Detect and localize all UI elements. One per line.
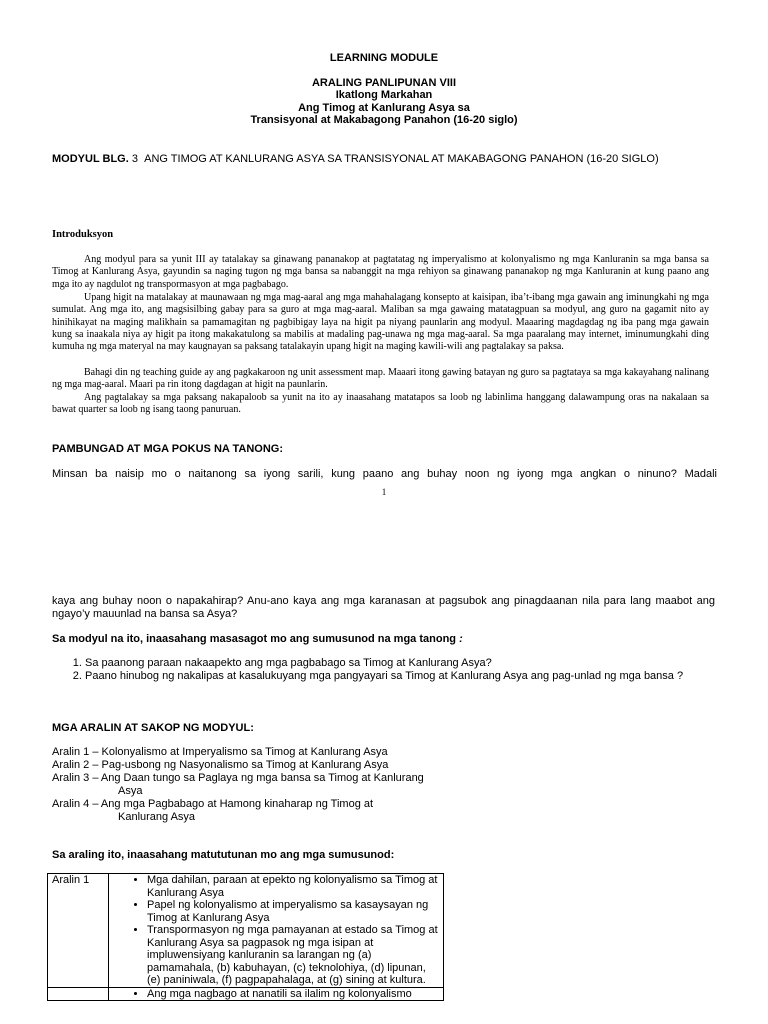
table-cell-objectives xyxy=(109,987,444,1001)
intro-paragraph-2-text: Upang higit na matalakay at maunawaan ng mga mag-aaral ang mga mahahalagang konsepto at kaisipan, iba’t-ibang mga gawain ang iminungkahi ng mga sumulat. Ang mga ito, ang magsisilbing gabay para sa guro at mga mag-aaral. Maliban sa mga gawaing matatagpuan sa modyul, ang guro na gagamit nito ay hinihikayat na maging malikhain sa pamamagitan ng pagbibigay laya na higit pa niyang paunlarin ang modyul. Maaaring magdagdag ng iba pang mga gawain kung sa inaakala niya ay higit pa itong makakatulong sa mabilis at madaling pag-unawa ng mga mag-aaral. Sa mga paaralang may internet, iminumungkahi ding kumuha ng mga materyal na may kaugnayan sa paksang tatalakayin upang higit na maging kawili-wili ang pagtalakay sa paksa. xyxy=(52,292,709,353)
table-row xyxy=(48,874,444,988)
intro-paragraph-4-text: Ang pagtalakay sa mga paksang nakapaloob sa yunit na ito ay inaasahang matatapos sa loob ng labinlima hanggang dalawampung oras na nakalaan sa bawat quarter sa loob ng isang taong panuruan. xyxy=(52,392,709,416)
objectives-list xyxy=(113,988,439,1001)
table-row xyxy=(48,987,444,1001)
lesson-4-line-2: Kanlurang Asya xyxy=(118,810,196,823)
lesson-3-line-1: Aralin 3 – Ang Daan tungo sa Paglaya ng mga bansa sa Timog at Kanlurang xyxy=(52,772,424,784)
page-number: 1 xyxy=(381,487,387,497)
objectives-list xyxy=(113,874,439,987)
list-item: • Ang mga nagbago at nanatili sa ilalim ng kolonyalismo xyxy=(147,988,439,1001)
table-cell-lesson-label xyxy=(48,987,109,1001)
module-title: ANG TIMOG AT KANLURANG ASYA SA TRANSISYONAL AT MAKABAGONG PANAHON (16-20 SIGLO) xyxy=(144,153,659,165)
questions-heading xyxy=(52,633,463,646)
intro-paragraph-1 xyxy=(52,254,709,291)
header-line-3: Ikatlong Markahan xyxy=(335,89,433,101)
lesson-2: Aralin 2 – Pag-usbong ng Nasyonalismo sa Timog at Kanlurang Asya xyxy=(52,759,389,771)
lessons-heading: MGA ARALIN AT SAKOP NG MODYUL: xyxy=(52,722,254,734)
module-number: 3 xyxy=(131,153,138,165)
focus-question-2: 2. Paano hinubog ng nakalipas at kasalukuyang mga pangyayari sa Timog at Kanlurang Asya ang pag-unlad ng mga bansa ? xyxy=(85,670,750,683)
lesson-1: Aralin 1 – Kolonyalismo at Imperyalismo sa Timog at Kanlurang Asya xyxy=(52,746,388,758)
intro-paragraph-3 xyxy=(52,367,709,392)
objectives-heading: Sa araling ito, inaasahang matututunan mo ang mga sumusunod: xyxy=(52,849,395,861)
intro-paragraph-1-text: Ang modyul para sa yunit III ay tatalakay sa ginawang pananakop at pagtatatag ng imperyalismo at kolonyalismo ng mga Kanluranin sa mga bansa sa Timog at Kanlurang Asya, gayundin sa naging tugon ng mga bansa sa nabanggit na mga rehiyon sa ginawang pananakop ng mga Kanluranin at kung paano ang mga ito ay nagdulot ng transpormasyon at mga pagbabago. xyxy=(52,254,709,290)
intro-heading: Introduksyon xyxy=(52,229,114,240)
header-line-5: Transisyonal at Makabagong Panahon (16-20 siglo) xyxy=(250,114,518,126)
lesson-4 xyxy=(52,798,373,824)
objectives-table xyxy=(47,873,444,1001)
module-label: MODYUL BLG. xyxy=(52,153,129,165)
list-item: • Transpormasyon ng mga pamayanan at estado sa Timog at Kanlurang Asya sa pagpasok ng mga isipan at impluwensiyang kanluranin sa larangan ng (a) pamamahala, (b) kabuhayan, (c) teknolohiya, (d) lipunan, (e) paniniwala, (f) pagpapahalaga, at (g) sining at kultura. xyxy=(147,924,439,987)
pambungad-line-1: Minsan ba naisip mo o naitanong sa iyong sarili, kung paano ang buhay noon ng iyong mga angkan o ninuno? Madali xyxy=(52,468,717,480)
focus-question-1: 1. Sa paanong paraan nakaapekto ang mga pagbabago sa Timog at Kanlurang Asya? xyxy=(85,657,750,670)
header-line-4: Ang Timog at Kanlurang Asya sa xyxy=(298,102,470,114)
module-title-line xyxy=(52,153,752,166)
lesson-3 xyxy=(52,772,424,798)
list-item: • Papel ng kolonyalismo at imperyalismo sa kasaysayan ng Timog at Kanlurang Asya xyxy=(147,899,439,924)
intro-paragraph-3-text: Bahagi din ng teaching guide ay ang pagkakaroon ng unit assessment map. Maaari itong gawing batayan ng guro sa pagtataya sa mga kakayahang nalinang ng mga mag-aaral. Maari pa rin itong dagdagan at higit na paunlarin. xyxy=(52,367,709,391)
table-cell-objectives xyxy=(109,874,444,988)
lesson-3-line-2: Asya xyxy=(118,784,143,797)
questions-heading-text: Sa modyul na ito, inaasahang masasagot mo ang sumusunod na mga tanong xyxy=(52,633,457,645)
pambungad-continued: kaya ang buhay noon o napakahirap? Anu-ano kaya ang mga karanasan at pagsubok ang pinagdaanan nila para lang maabot ang ngayo’y mauunlad na bansa sa Asya? xyxy=(52,595,715,620)
intro-paragraph-2 xyxy=(52,292,709,353)
focus-questions-list xyxy=(52,657,750,682)
questions-heading-colon: : xyxy=(456,633,463,645)
header-line-2: ARALING PANLIPUNAN VIII xyxy=(311,77,457,89)
lesson-4-line-1: Aralin 4 – Ang mga Pagbabago at Hamong kinaharap ng Timog at xyxy=(52,798,374,810)
intro-paragraph-4 xyxy=(52,392,709,417)
pambungad-heading: PAMBUNGAD AT MGA POKUS NA TANONG: xyxy=(52,443,283,455)
list-item: • Mga dahilan, paraan at epekto ng kolonyalismo sa Timog at Kanlurang Asya xyxy=(147,874,439,899)
header-line-1: LEARNING MODULE xyxy=(329,52,439,64)
table-cell-lesson-label: Aralin 1 xyxy=(48,874,109,988)
